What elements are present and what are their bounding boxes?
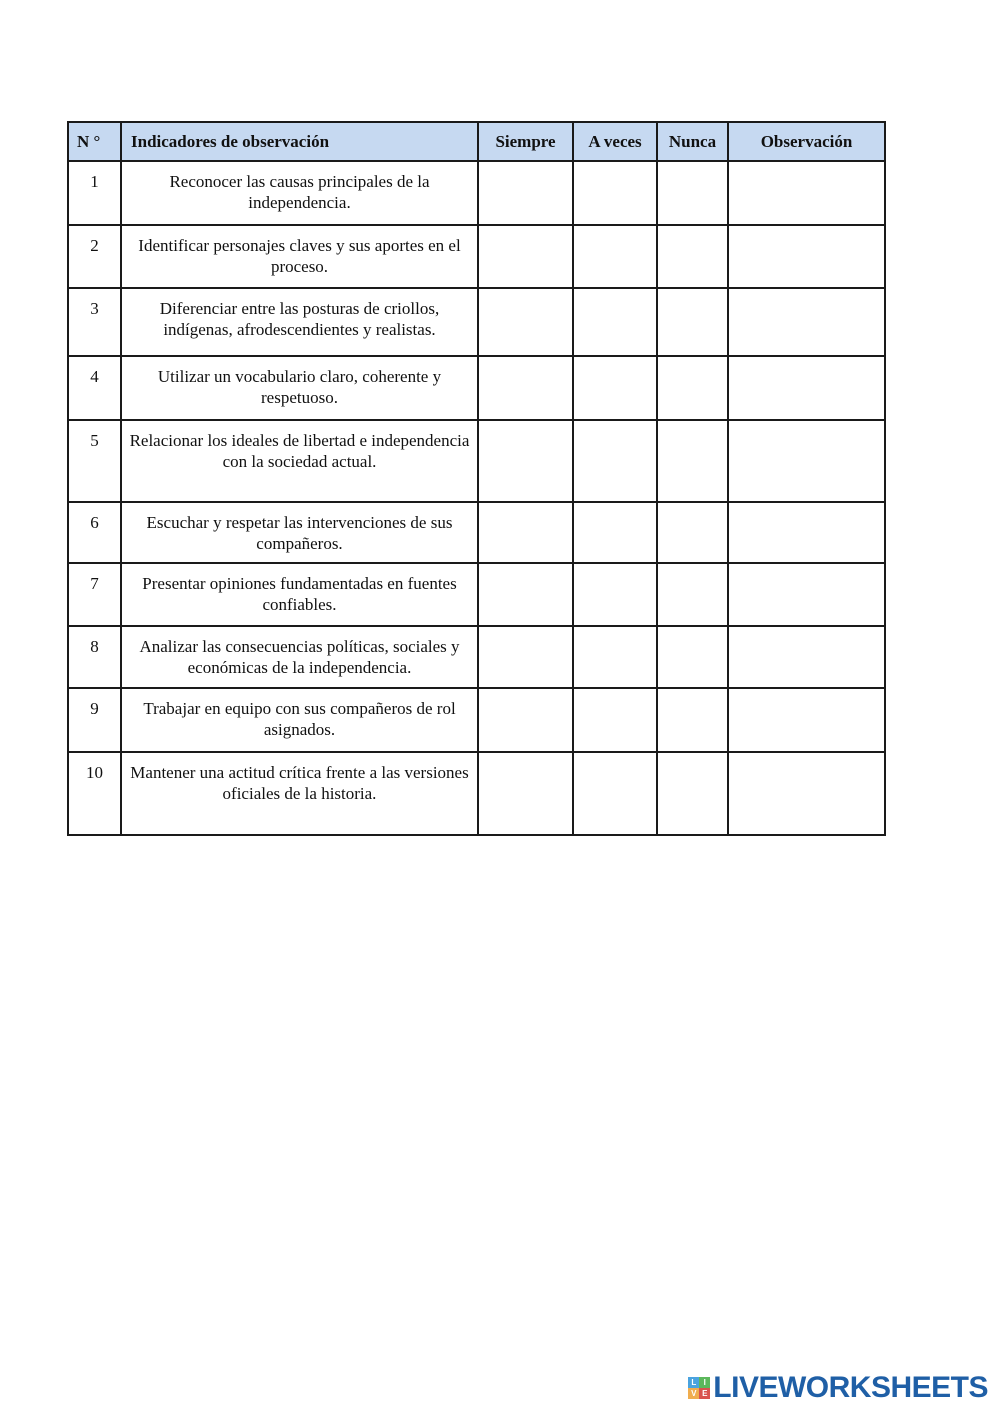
cell-nunca[interactable] xyxy=(657,420,728,502)
table-row xyxy=(68,502,885,563)
observation-table xyxy=(67,121,886,836)
table-row xyxy=(68,752,885,835)
table-row xyxy=(68,356,885,420)
header-num: N ° xyxy=(68,122,121,161)
cell-nunca[interactable] xyxy=(657,752,728,835)
row-number: 4 xyxy=(68,356,121,420)
cell-siempre[interactable] xyxy=(478,161,573,225)
cell-a-veces[interactable] xyxy=(573,688,657,752)
cell-a-veces[interactable] xyxy=(573,356,657,420)
cell-siempre[interactable] xyxy=(478,563,573,626)
cell-nunca[interactable] xyxy=(657,502,728,563)
table-row xyxy=(68,288,885,356)
liveworksheets-logo-icon xyxy=(688,1377,710,1399)
cell-observacion[interactable] xyxy=(728,752,885,835)
header-observacion: Observación xyxy=(728,122,885,161)
row-indicator: Mantener una actitud crítica frente a las versiones oficiales de la historia. xyxy=(121,752,478,835)
row-indicator: Relacionar los ideales de libertad e independencia con la sociedad actual. xyxy=(121,420,478,502)
cell-a-veces[interactable] xyxy=(573,626,657,688)
row-number: 1 xyxy=(68,161,121,225)
row-number: 7 xyxy=(68,563,121,626)
row-indicator: Analizar las consecuencias políticas, sociales y económicas de la independencia. xyxy=(121,626,478,688)
header-a-veces: A veces xyxy=(573,122,657,161)
cell-observacion[interactable] xyxy=(728,626,885,688)
table-row xyxy=(68,626,885,688)
cell-a-veces[interactable] xyxy=(573,288,657,356)
liveworksheets-wordmark: LIVEWORKSHEETS xyxy=(713,1371,988,1404)
cell-nunca[interactable] xyxy=(657,563,728,626)
row-number: 10 xyxy=(68,752,121,835)
table-row xyxy=(68,688,885,752)
row-indicator: Trabajar en equipo con sus compañeros de rol asignados. xyxy=(121,688,478,752)
row-indicator: Presentar opiniones fundamentadas en fuentes confiables. xyxy=(121,563,478,626)
cell-observacion[interactable] xyxy=(728,502,885,563)
cell-siempre[interactable] xyxy=(478,688,573,752)
cell-siempre[interactable] xyxy=(478,626,573,688)
cell-observacion[interactable] xyxy=(728,356,885,420)
liveworksheets-branding xyxy=(688,1373,988,1403)
cell-a-veces[interactable] xyxy=(573,563,657,626)
row-number: 5 xyxy=(68,420,121,502)
logo-letter: I xyxy=(699,1377,710,1388)
row-indicator: Escuchar y respetar las intervenciones de sus compañeros. xyxy=(121,502,478,563)
cell-a-veces[interactable] xyxy=(573,502,657,563)
cell-a-veces[interactable] xyxy=(573,225,657,288)
header-siempre: Siempre xyxy=(478,122,573,161)
cell-a-veces[interactable] xyxy=(573,161,657,225)
table-row xyxy=(68,420,885,502)
cell-observacion[interactable] xyxy=(728,225,885,288)
cell-nunca[interactable] xyxy=(657,356,728,420)
table-row xyxy=(68,225,885,288)
cell-observacion[interactable] xyxy=(728,563,885,626)
row-indicator: Reconocer las causas principales de la independencia. xyxy=(121,161,478,225)
cell-nunca[interactable] xyxy=(657,225,728,288)
cell-a-veces[interactable] xyxy=(573,420,657,502)
cell-a-veces[interactable] xyxy=(573,752,657,835)
row-number: 2 xyxy=(68,225,121,288)
cell-siempre[interactable] xyxy=(478,356,573,420)
cell-observacion[interactable] xyxy=(728,688,885,752)
row-indicator: Diferenciar entre las posturas de criollos, indígenas, afrodescendientes y realistas. xyxy=(121,288,478,356)
cell-observacion[interactable] xyxy=(728,420,885,502)
header-nunca: Nunca xyxy=(657,122,728,161)
row-number: 9 xyxy=(68,688,121,752)
cell-siempre[interactable] xyxy=(478,420,573,502)
cell-observacion[interactable] xyxy=(728,288,885,356)
logo-letter: E xyxy=(699,1388,710,1399)
cell-nunca[interactable] xyxy=(657,288,728,356)
row-number: 3 xyxy=(68,288,121,356)
logo-letter: L xyxy=(688,1377,699,1388)
cell-nunca[interactable] xyxy=(657,688,728,752)
row-number: 6 xyxy=(68,502,121,563)
table-row xyxy=(68,563,885,626)
cell-observacion[interactable] xyxy=(728,161,885,225)
cell-nunca[interactable] xyxy=(657,161,728,225)
logo-letter: V xyxy=(688,1388,699,1399)
cell-siempre[interactable] xyxy=(478,225,573,288)
table-header-row xyxy=(68,122,885,161)
header-indicator: Indicadores de observación xyxy=(121,122,478,161)
cell-nunca[interactable] xyxy=(657,626,728,688)
cell-siempre[interactable] xyxy=(478,752,573,835)
row-number: 8 xyxy=(68,626,121,688)
row-indicator: Utilizar un vocabulario claro, coherente y respetuoso. xyxy=(121,356,478,420)
row-indicator: Identificar personajes claves y sus aportes en el proceso. xyxy=(121,225,478,288)
cell-siempre[interactable] xyxy=(478,502,573,563)
table-row xyxy=(68,161,885,225)
cell-siempre[interactable] xyxy=(478,288,573,356)
